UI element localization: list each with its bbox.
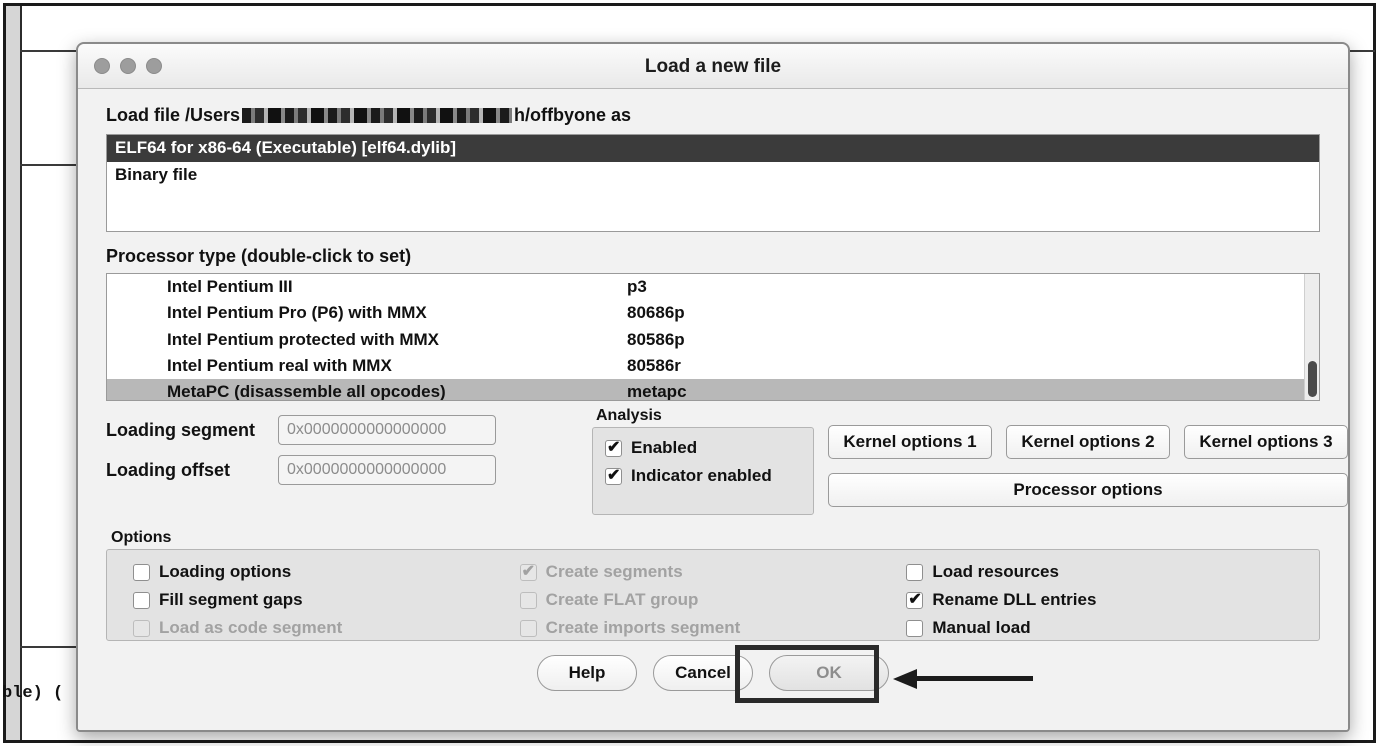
- analysis-indicator-row[interactable]: [605, 466, 801, 486]
- rename-dll-entries-row[interactable]: [906, 590, 1293, 610]
- processor-id: p3: [627, 277, 647, 296]
- processor-buttons-panel: [828, 425, 1348, 507]
- dialog-footer: [106, 655, 1320, 705]
- kernel-options-3-button[interactable]: Kernel options 3: [1184, 425, 1348, 459]
- loading-offset-label: Loading offset: [106, 459, 230, 480]
- processor-name: Intel Pentium III: [167, 277, 293, 296]
- help-button[interactable]: Help: [537, 655, 637, 691]
- ok-button[interactable]: OK: [769, 655, 889, 691]
- options-group: [106, 549, 1320, 641]
- ok-highlight-box: [735, 645, 879, 703]
- load-file-dialog: [76, 42, 1350, 732]
- file-format-list[interactable]: [106, 134, 1320, 232]
- load-resources-label: Load resources: [932, 562, 1059, 581]
- checkbox-icon[interactable]: [605, 468, 622, 485]
- analysis-enabled-row[interactable]: [605, 438, 801, 458]
- checkbox-icon: [520, 620, 537, 637]
- analysis-group: [592, 427, 814, 515]
- options-column-3: [906, 562, 1293, 646]
- checkbox-icon[interactable]: [906, 592, 923, 609]
- processor-name: MetaPC (disassemble all opcodes): [167, 382, 446, 401]
- loading-options-label: Loading options: [159, 562, 292, 581]
- processor-list-scrollbar[interactable]: [1304, 274, 1319, 400]
- processor-type-list[interactable]: [106, 273, 1320, 401]
- background-code-text: ble) (: [2, 684, 64, 703]
- file-path-prefix: Load file /Users: [106, 105, 241, 125]
- dialog-title: Load a new file: [644, 56, 782, 77]
- processor-id: metapc: [627, 382, 687, 401]
- background-rule-mid: [20, 164, 78, 166]
- table-row[interactable]: [107, 379, 1305, 401]
- table-row[interactable]: [107, 327, 1305, 353]
- checkbox-icon[interactable]: [605, 440, 622, 457]
- options-columns: [133, 562, 1293, 646]
- loading-segment-input[interactable]: [278, 415, 496, 445]
- processor-name: Intel Pentium protected with MMX: [167, 329, 440, 349]
- checkbox-icon[interactable]: [133, 564, 150, 581]
- fill-segment-gaps-row[interactable]: [133, 590, 520, 610]
- options-column-1: [133, 562, 520, 646]
- processor-id: 80586r: [627, 355, 681, 375]
- create-flat-group-label: Create FLAT group: [545, 590, 699, 609]
- options-group-caption: Options: [111, 529, 172, 546]
- processor-section-label: Processor type (double-click to set): [106, 246, 412, 266]
- checkbox-icon: [133, 620, 150, 637]
- create-segments-row: [520, 562, 907, 582]
- load-as-code-segment-row: [133, 618, 520, 638]
- manual-load-row[interactable]: [906, 618, 1293, 638]
- processor-list-rows: [107, 274, 1305, 401]
- analysis-enabled-label: Enabled: [631, 438, 698, 457]
- dialog-titlebar: [78, 44, 1348, 89]
- checkbox-icon[interactable]: [906, 620, 923, 637]
- load-resources-row[interactable]: [906, 562, 1293, 582]
- create-flat-group-row: [520, 590, 907, 610]
- create-segments-label: Create segments: [545, 562, 683, 581]
- processor-id: 80686p: [627, 303, 685, 323]
- checkbox-icon[interactable]: [906, 564, 923, 581]
- file-path-suffix: h/offbyone as: [514, 105, 632, 125]
- annotation-arrow-icon: [893, 669, 1033, 687]
- analysis-indicator-label: Indicator enabled: [631, 466, 772, 485]
- table-row[interactable]: [107, 300, 1305, 326]
- middle-section: [106, 407, 1333, 523]
- options-column-2: [520, 562, 907, 646]
- load-as-code-segment-label: Load as code segment: [159, 618, 343, 637]
- background-rule-bottom: [20, 646, 78, 648]
- list-item[interactable]: Binary file: [115, 165, 198, 185]
- file-path-label: [106, 105, 1320, 126]
- checkbox-icon[interactable]: [133, 592, 150, 609]
- processor-id: 80586p: [627, 329, 685, 349]
- kernel-options-2-button[interactable]: Kernel options 2: [1006, 425, 1170, 459]
- list-item[interactable]: ELF64 for x86-64 (Executable) [elf64.dylib]: [107, 135, 1319, 162]
- scrollbar-thumb[interactable]: [1308, 361, 1317, 397]
- editor-gutter: [6, 6, 22, 740]
- processor-name: Intel Pentium real with MMX: [167, 355, 392, 375]
- create-imports-segment-label: Create imports segment: [545, 618, 741, 637]
- table-row[interactable]: [107, 274, 1305, 300]
- kernel-options-row: [828, 425, 1348, 459]
- table-row[interactable]: [107, 353, 1305, 379]
- loading-options-row[interactable]: [133, 562, 520, 582]
- manual-load-label: Manual load: [932, 618, 1031, 637]
- processor-options-button[interactable]: Processor options: [828, 473, 1348, 507]
- redacted-path-icon: [242, 108, 512, 123]
- dialog-content: [78, 105, 1348, 732]
- kernel-options-1-button[interactable]: Kernel options 1: [828, 425, 992, 459]
- figure-border: [3, 3, 1376, 743]
- cancel-button[interactable]: Cancel: [653, 655, 753, 691]
- checkbox-icon: [520, 592, 537, 609]
- analysis-group-caption: Analysis: [592, 407, 666, 425]
- loading-segment-label: Loading segment: [106, 419, 256, 440]
- create-imports-segment-row: [520, 618, 907, 638]
- processor-name: Intel Pentium Pro (P6) with MMX: [167, 303, 427, 323]
- loading-offset-input[interactable]: [278, 455, 496, 485]
- checkbox-icon: [520, 564, 537, 581]
- rename-dll-entries-label: Rename DLL entries: [932, 590, 1097, 609]
- fill-segment-gaps-label: Fill segment gaps: [159, 590, 303, 609]
